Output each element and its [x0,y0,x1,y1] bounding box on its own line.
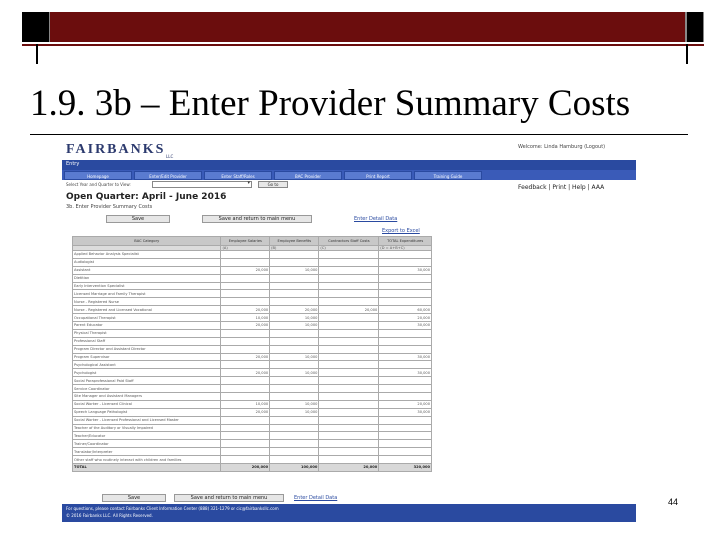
table-row [73,377,432,385]
bottom-save-return-button[interactable]: Save and return to main menu [174,494,284,502]
cost-input-cell[interactable]: 20,000 [379,400,432,408]
cost-input-cell[interactable] [319,258,379,266]
cost-input-cell[interactable] [221,448,270,456]
cost-input-cell[interactable] [270,448,319,456]
bac-category-cell: Audiologist [73,258,221,266]
header-block-left [22,12,50,42]
app-footer [62,504,636,522]
bac-category-cell: Program Director and Assistant Director [73,345,221,353]
cost-input-cell[interactable] [319,361,379,369]
bac-category-cell: Speech Language Pathologist [73,408,221,416]
cost-input-cell[interactable]: 60,000 [379,306,432,314]
cost-input-cell[interactable]: 30,000 [379,266,432,274]
total-value: 200,000 [221,464,270,472]
table-row [73,448,432,456]
cost-input-cell[interactable] [319,424,379,432]
bac-category-cell: Teacher/Educator [73,432,221,440]
main-nav [62,170,636,180]
table-row [73,337,432,345]
cost-input-cell[interactable] [270,377,319,385]
bac-category-cell: Assistant [73,266,221,274]
app-screenshot [62,138,636,522]
total-value: 20,000 [319,464,379,472]
table-row [73,400,432,408]
cost-input-cell[interactable] [319,456,379,464]
cost-input-cell[interactable] [379,424,432,432]
cost-input-cell[interactable] [270,282,319,290]
nav-tab-homepage[interactable]: Homepage [64,171,132,180]
cost-input-cell[interactable] [319,274,379,282]
cost-input-cell[interactable] [221,393,270,401]
cost-input-cell[interactable] [319,298,379,306]
bac-category-cell: Nurse - Registered and Licensed Vocational [73,306,221,314]
table-row [73,329,432,337]
cost-input-cell[interactable] [379,448,432,456]
cost-input-cell[interactable] [221,329,270,337]
slide-header-bar [22,12,704,42]
column-subheader: (C) [319,246,379,251]
total-value: 320,000 [379,464,432,472]
cost-input-cell[interactable] [221,337,270,345]
cost-input-cell[interactable] [319,290,379,298]
bac-category-cell: Social Worker - Licensed Clinical [73,400,221,408]
table-row [73,369,432,377]
cost-input-cell[interactable] [270,385,319,393]
bac-category-cell: Teacher of the Auditory or Visually Impaired [73,424,221,432]
cost-input-cell[interactable]: 20,000 [221,322,270,330]
cost-input-cell[interactable] [221,361,270,369]
table-row [73,408,432,416]
cost-input-cell[interactable] [319,251,379,259]
bac-category-cell: Social Paraprofessional Paid Staff [73,377,221,385]
cost-table [72,236,432,472]
cost-input-cell[interactable] [379,456,432,464]
table-header-row [73,237,432,246]
cost-input-cell[interactable] [221,345,270,353]
cost-input-cell[interactable] [270,432,319,440]
cost-input-cell[interactable] [270,424,319,432]
total-row [73,464,432,472]
cost-input-cell[interactable] [319,408,379,416]
fairbanks-logo: FAIRBANKS [66,142,166,157]
export-excel-link[interactable]: Export to Excel [382,228,420,234]
cost-input-cell[interactable] [379,377,432,385]
cost-input-cell[interactable] [319,440,379,448]
bac-category-cell: Parent Educator [73,322,221,330]
cost-input-cell[interactable]: 10,000 [270,400,319,408]
table-row [73,306,432,314]
cost-input-cell[interactable] [221,298,270,306]
nav-tab-bac-provider[interactable]: BAC Provider [274,171,342,180]
cost-input-cell[interactable] [270,298,319,306]
cost-input-cell[interactable]: 20,000 [270,306,319,314]
cost-input-cell[interactable] [379,274,432,282]
bac-category-cell: Psychologist [73,369,221,377]
table-row [73,432,432,440]
cost-input-cell[interactable]: 10,000 [221,314,270,322]
cost-input-cell[interactable]: 20,000 [221,306,270,314]
column-header: Contractors Staff Costs [319,237,379,246]
cost-input-cell[interactable] [379,282,432,290]
table-row [73,353,432,361]
cost-input-cell[interactable] [221,251,270,259]
total-value: 100,000 [270,464,319,472]
cost-input-cell[interactable] [221,385,270,393]
cost-input-cell[interactable]: 20,000 [319,306,379,314]
bac-category-cell: Other staff who routinely interact with children and families [73,456,221,464]
bac-category-cell: Social Worker - Licensed Professional and Licensed Master [73,416,221,424]
cost-input-cell[interactable] [319,432,379,440]
cost-input-cell[interactable]: 10,000 [270,322,319,330]
bac-category-cell: Service Coordinator [73,385,221,393]
table-row [73,274,432,282]
cost-input-cell[interactable] [379,393,432,401]
column-header: Employee Salaries [221,237,270,246]
cost-input-cell[interactable] [270,393,319,401]
cost-input-cell[interactable] [270,258,319,266]
select-label: Select Year and Quarter to View: [66,182,131,187]
column-subheader: (A) [221,246,270,251]
cost-input-cell[interactable] [221,432,270,440]
table-row [73,456,432,464]
bac-category-cell: Physical Therapist [73,329,221,337]
header-tick-right [686,44,688,64]
bac-category-cell: Translator/Interpreter [73,448,221,456]
cost-input-cell[interactable] [319,314,379,322]
cost-input-cell[interactable]: 20,000 [379,314,432,322]
bac-category-cell: Nurse - Registered Nurse [73,298,221,306]
section-heading: 3b. Enter Provider Summary Costs [66,204,153,210]
cost-input-cell[interactable]: 30,000 [379,408,432,416]
footer-copyright: © 2016 Fairbanks LLC. All Rights Reserved. [66,513,153,518]
table-row [73,440,432,448]
bac-category-cell: Dietitian [73,274,221,282]
save-return-button[interactable]: Save and return to main menu [202,215,312,223]
cost-input-cell[interactable] [270,337,319,345]
cost-input-cell[interactable] [319,282,379,290]
table-row [73,345,432,353]
cost-input-cell[interactable] [221,424,270,432]
header-rule [22,44,704,46]
cost-input-cell[interactable]: 10,000 [270,314,319,322]
bac-category-cell: Site Manager and Assistant Managers [73,393,221,401]
footer-contact: For questions, please contact Fairbanks Client Information Center (888) 321-1279 or cic@fairbanksllc.com [66,506,279,511]
feedback-links[interactable]: Feedback | Print | Help | AAA [518,184,605,191]
header-tick-left [36,44,38,64]
column-header: BAC Category [73,237,221,246]
cost-input-cell[interactable]: 20,000 [221,408,270,416]
cost-input-cell[interactable] [379,361,432,369]
cost-input-cell[interactable] [379,298,432,306]
table-row [73,424,432,432]
cost-input-cell[interactable] [379,432,432,440]
cost-input-cell[interactable] [319,322,379,330]
cost-input-cell[interactable] [270,274,319,282]
cost-input-cell[interactable] [319,385,379,393]
cost-input-cell[interactable] [319,266,379,274]
table-row [73,314,432,322]
cost-input-cell[interactable] [319,337,379,345]
table-row [73,251,432,259]
cost-input-cell[interactable]: 20,000 [221,369,270,377]
slide-number: 44 [668,497,679,507]
cost-input-cell[interactable] [379,385,432,393]
cost-input-cell[interactable]: 10,000 [270,353,319,361]
total-label: TOTAL [73,464,221,472]
cost-input-cell[interactable]: 10,000 [270,369,319,377]
cost-input-cell[interactable] [379,329,432,337]
save-button[interactable]: Save [106,215,170,223]
bac-category-cell: Occupational Therapist [73,314,221,322]
cost-input-cell[interactable] [319,377,379,385]
bottom-enter-detail-link[interactable]: Enter Detail Data [294,495,338,501]
entry-label: Entry [66,161,80,167]
nav-tab-enter-staff[interactable]: Enter Staff/Roles [204,171,272,180]
cost-input-cell[interactable] [379,345,432,353]
table-row [73,385,432,393]
cost-input-cell[interactable] [270,361,319,369]
bac-category-cell: Psychological Assistant [73,361,221,369]
cost-input-cell[interactable] [319,393,379,401]
table-row [73,266,432,274]
table-row [73,298,432,306]
cost-input-cell[interactable] [319,369,379,377]
table-row [73,322,432,330]
table-row [73,416,432,424]
column-subheader: (D = A+B+C) [379,246,432,251]
bac-category-cell: Trainer/Coordinator [73,440,221,448]
bac-category-cell: Licensed Marriage and Family Therapist [73,290,221,298]
nav-tab-training-guide[interactable]: Training Guide [414,171,482,180]
cost-input-cell[interactable] [221,274,270,282]
cost-input-cell[interactable]: 30,000 [379,353,432,361]
cost-input-cell[interactable]: 20,000 [221,353,270,361]
table-row [73,282,432,290]
cost-input-cell[interactable] [270,251,319,259]
cost-input-cell[interactable] [379,337,432,345]
cost-input-cell[interactable] [270,456,319,464]
cost-input-cell[interactable] [319,345,379,353]
cost-input-cell[interactable] [319,353,379,361]
slide-title: 1.9. 3b – Enter Provider Summary Costs [30,83,631,124]
column-header: Employee Benefits [270,237,319,246]
header-block-center [50,12,686,42]
enter-detail-link[interactable]: Enter Detail Data [354,216,398,222]
bac-category-cell: Program Supervisor [73,353,221,361]
cost-input-cell[interactable]: 30,000 [379,369,432,377]
cost-input-cell[interactable] [270,440,319,448]
go-button[interactable]: Go to [258,181,288,188]
cost-input-cell[interactable] [221,440,270,448]
cost-input-cell[interactable] [270,345,319,353]
cost-input-cell[interactable] [379,440,432,448]
cost-input-cell[interactable] [379,290,432,298]
cost-input-cell[interactable] [319,329,379,337]
logo-subtitle: LLC [166,154,174,159]
cost-input-cell[interactable] [319,400,379,408]
column-subheader: (B) [270,246,319,251]
table-row [73,393,432,401]
quarter-select[interactable] [152,181,252,188]
bottom-save-button[interactable]: Save [102,494,166,502]
header-block-right [686,12,704,42]
cost-input-cell[interactable] [379,258,432,266]
entry-bar [62,160,636,170]
cost-input-cell[interactable] [221,377,270,385]
open-quarter-heading: Open Quarter: April - June 2016 [66,192,227,202]
cost-input-cell[interactable] [221,456,270,464]
table-row [73,361,432,369]
nav-tab-enter-edit-provider[interactable]: Enter/Edit Provider [134,171,202,180]
cost-input-cell[interactable]: 30,000 [379,322,432,330]
bac-category-cell: Professional Staff [73,337,221,345]
cost-input-cell[interactable] [221,282,270,290]
cost-input-cell[interactable] [221,416,270,424]
bac-category-cell: Applied Behavior Analysis Specialist [73,251,221,259]
cost-input-cell[interactable]: 20,000 [221,266,270,274]
table-row [73,290,432,298]
bac-category-cell: Early Intervention Specialist [73,282,221,290]
cost-input-cell[interactable] [221,258,270,266]
welcome-text[interactable]: Welcome: Linda Hamburg (Logout) [518,144,606,150]
cost-input-cell[interactable] [270,416,319,424]
cost-input-cell[interactable] [221,290,270,298]
cost-input-cell[interactable] [270,290,319,298]
cost-input-cell[interactable]: 10,000 [221,400,270,408]
column-header: TOTAL Expenditures [379,237,432,246]
cost-input-cell[interactable] [379,251,432,259]
cost-input-cell[interactable] [379,416,432,424]
table-row [73,258,432,266]
nav-tab-print-report[interactable]: Print Report [344,171,412,180]
cost-input-cell[interactable] [319,416,379,424]
cost-input-cell[interactable] [270,329,319,337]
cost-input-cell[interactable]: 10,000 [270,408,319,416]
cost-input-cell[interactable] [319,448,379,456]
title-rule [30,134,688,135]
cost-input-cell[interactable]: 10,000 [270,266,319,274]
